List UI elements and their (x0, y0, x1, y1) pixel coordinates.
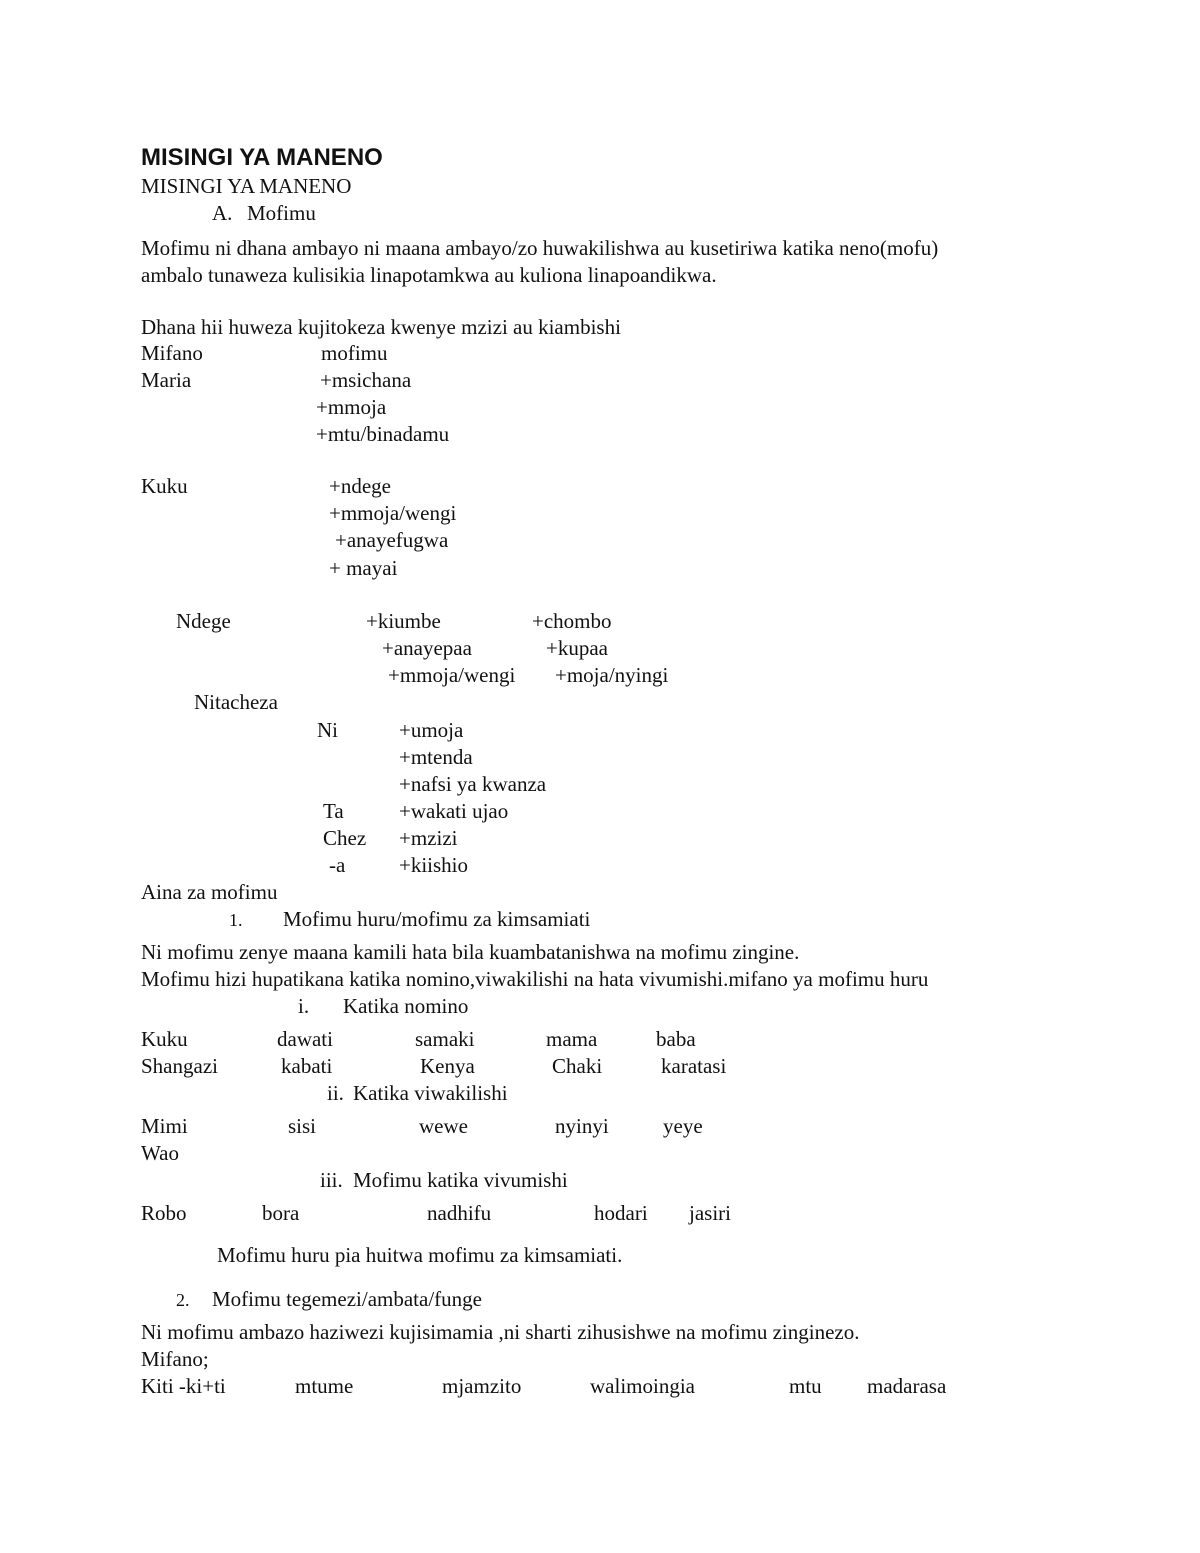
viwakilishi-word: wewe (419, 1114, 468, 1138)
viwakilishi-word: Mimi (141, 1114, 188, 1138)
maria-feature: +msichana (320, 368, 412, 392)
viwakilishi-word: sisi (288, 1114, 317, 1138)
nomino-word: karatasi (661, 1054, 727, 1078)
nitacheza-word: Nitacheza (194, 690, 278, 714)
section-a-number: A. (212, 201, 233, 225)
sub-iii-label: Mofimu katika vivumishi (353, 1168, 568, 1192)
intro-line-2: ambalo tunaweza kulisikia linapotamkwa au kuliona linapoandikwa. (141, 263, 717, 287)
sub-i-label: Katika nomino (343, 994, 469, 1018)
nitacheza-morph: Ta (323, 799, 344, 823)
ndege-word: Ndege (176, 609, 231, 633)
sub-i-number: i. (298, 994, 310, 1018)
tegemezi-example: mjamzito (442, 1374, 522, 1398)
nitacheza-feature: +kiishio (399, 853, 469, 877)
nitacheza-feature: +mtenda (399, 745, 473, 769)
subtitle: MISINGI YA MANENO (141, 174, 352, 198)
nomino-word: mama (546, 1027, 598, 1051)
nomino-word: samaki (415, 1027, 475, 1051)
huru-note: Mofimu huru pia huitwa mofimu za kimsamiati. (217, 1243, 623, 1267)
ndege-feature: +kupaa (546, 636, 608, 660)
vivumishi-word: jasiri (689, 1201, 731, 1225)
huru-line-2: Mofimu hizi hupatikana katika nomino,viwakilishi na hata vivumishi.mifano ya mofimu huru (141, 967, 929, 991)
dhana-line: Dhana hii huweza kujitokeza kwenye mzizi au kiambishi (141, 315, 621, 339)
mofimu-label: mofimu (321, 341, 388, 365)
mifano-label: Mifano (141, 341, 203, 365)
section-a-label: Mofimu (247, 201, 316, 225)
kuku-feature: +mmoja/wengi (329, 501, 457, 525)
ndege-feature: +anayepaa (382, 636, 472, 660)
maria-word: Maria (141, 368, 192, 392)
vivumishi-word: bora (262, 1201, 300, 1225)
vivumishi-word: Robo (141, 1201, 187, 1225)
nomino-word: Kenya (420, 1054, 475, 1078)
tegemezi-example: mtu (789, 1374, 822, 1398)
huru-line-1: Ni mofimu zenye maana kamili hata bila kuambatanishwa na mofimu zingine. (141, 940, 800, 964)
vivumishi-word: hodari (594, 1201, 648, 1225)
nitacheza-feature: +wakati ujao (399, 799, 509, 823)
nitacheza-feature: +umoja (399, 718, 464, 742)
tegemezi-example: madarasa (867, 1374, 947, 1398)
item-1-number: 1. (229, 910, 243, 930)
ndege-feature: +moja/nyingi (555, 663, 669, 687)
nomino-word: kabati (281, 1054, 333, 1078)
aina-heading: Aina za mofimu (141, 880, 278, 904)
kuku-feature: + mayai (329, 556, 398, 580)
maria-feature: +mmoja (316, 395, 387, 419)
kuku-feature: +anayefugwa (335, 528, 449, 552)
item-2-label: Mofimu tegemezi/ambata/funge (212, 1287, 482, 1311)
nitacheza-feature: +mzizi (399, 826, 458, 850)
item-2-number: 2. (176, 1290, 190, 1310)
nomino-word: dawati (277, 1027, 333, 1051)
maria-feature: +mtu/binadamu (316, 422, 450, 446)
kuku-feature: +ndege (329, 474, 391, 498)
nomino-word: baba (656, 1027, 696, 1051)
page-title: MISINGI YA MANENO (141, 144, 383, 171)
nitacheza-morph: Ni (317, 718, 338, 742)
intro-line-1: Mofimu ni dhana ambayo ni maana ambayo/zo huwakilishwa au kusetiriwa katika neno(mofu) (141, 236, 939, 260)
nitacheza-feature: +nafsi ya kwanza (399, 772, 547, 796)
sub-ii-label: Katika viwakilishi (353, 1081, 508, 1105)
tegemezi-example: Kiti -ki+ti (141, 1374, 226, 1398)
nitacheza-morph: -a (329, 853, 346, 877)
vivumishi-word: nadhifu (427, 1201, 492, 1225)
tegemezi-example: mtume (295, 1374, 354, 1398)
viwakilishi-word: Wao (141, 1141, 179, 1165)
ndege-feature: +kiumbe (366, 609, 441, 633)
nitacheza-morph: Chez (323, 826, 367, 850)
ndege-feature: +mmoja/wengi (388, 663, 516, 687)
tegemezi-line-1: Ni mofimu ambazo haziwezi kujisimamia ,ni sharti zihusishwe na mofimu zinginezo. (141, 1320, 860, 1344)
viwakilishi-word: yeye (663, 1114, 703, 1138)
nomino-word: Chaki (552, 1054, 603, 1078)
ndege-feature: +chombo (532, 609, 612, 633)
tegemezi-line-2: Mifano; (141, 1347, 209, 1371)
tegemezi-example: walimoingia (590, 1374, 695, 1398)
kuku-word: Kuku (141, 474, 188, 498)
sub-ii-number: ii. (327, 1081, 344, 1105)
viwakilishi-word: nyinyi (555, 1114, 609, 1138)
sub-iii-number: iii. (320, 1168, 343, 1192)
item-1-label: Mofimu huru/mofimu za kimsamiati (283, 907, 591, 931)
nomino-word: Shangazi (141, 1054, 218, 1078)
nomino-word: Kuku (141, 1027, 188, 1051)
